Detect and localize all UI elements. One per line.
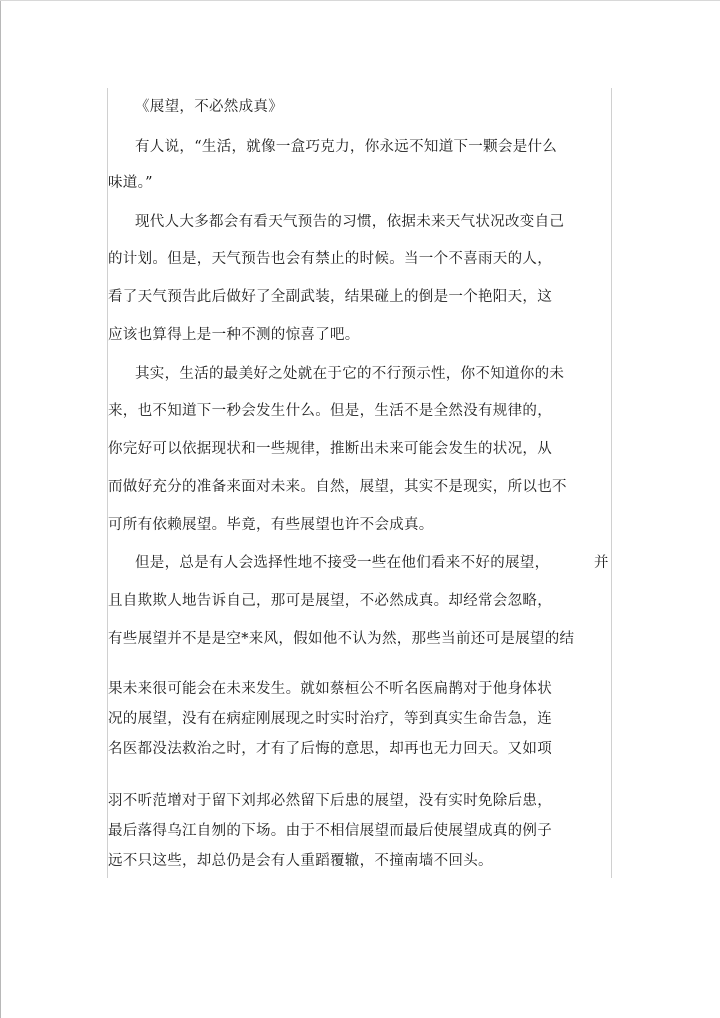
- text-line: 远不只这些，却总仍是会有人重蹈覆辙，不撞南墙不回头。: [108, 853, 493, 869]
- text-line: 应该也算得上是一种不测的惊喜了吧。: [108, 327, 360, 343]
- text-line: 你完好可以依据现状和一些规律，推断出未来可能会发生的状况，从: [108, 441, 552, 457]
- text-line: 最后落得乌江自刎的下场。由于不相信展望而最后使展望成真的例子: [108, 823, 552, 839]
- text-line: 味道。”: [108, 175, 153, 191]
- text-line-continuation: 并: [594, 555, 609, 571]
- text-line: 羽不听范增对于留下刘邦必然留下后患的展望，没有实时免除后患，: [108, 793, 552, 809]
- text-line: 看了天气预告此后做好了全副武装，结果碰上的倒是一个艳阳天，这: [108, 289, 552, 305]
- text-line: 有些展望并不是是空*来风，假如他不认为然，那些当前还可是展望的结: [108, 631, 575, 647]
- text-line: 而做好充分的准备来面对未来。自然，展望，其实不是现实，所以也不: [108, 479, 567, 495]
- text-line: 且自欺欺人地告诉自己，那可是展望，不必然成真。却经常会忽略，: [108, 593, 552, 609]
- text-line: 其实，生活的最美好之处就在于它的不行预示性，你不知道你的未: [135, 366, 565, 382]
- document-title: 《展望，不必然成真》: [135, 99, 283, 115]
- page-left-edge: [0, 0, 1, 1018]
- text-line: 名医都没法救治之时，才有了后悔的意思，却再也无力回天。又如项: [108, 741, 552, 757]
- text-line: 现代人大多都会有看天气预告的习惯，依据未来天气状况改变自己: [135, 214, 565, 230]
- text-line: 但是，总是有人会选择性地不接受一些在他们看来不好的展望，: [135, 555, 550, 571]
- text-line: 的计划。但是，天气预告也会有禁止的时候。当一个不喜雨天的人，: [108, 251, 552, 267]
- text-line: 可所有依赖展望。毕竟，有些展望也许不会成真。: [108, 517, 434, 533]
- text-line: 来，也不知道下一秒会发生什么。但是，生活不是全然没有规律的，: [108, 403, 552, 419]
- page-top-edge: [0, 0, 720, 1]
- text-line: 有人说，“生活，就像一盒巧克力，你永远不知道下一颗会是什么: [135, 139, 558, 155]
- text-line: 况的展望，没有在病症刚展现之时实时治疗，等到真实生命告急，连: [108, 711, 552, 727]
- text-line: 果未来很可能会在未来发生。就如蔡桓公不听名医扁鹊对于他身体状: [108, 681, 552, 697]
- right-margin-rule: [611, 88, 612, 878]
